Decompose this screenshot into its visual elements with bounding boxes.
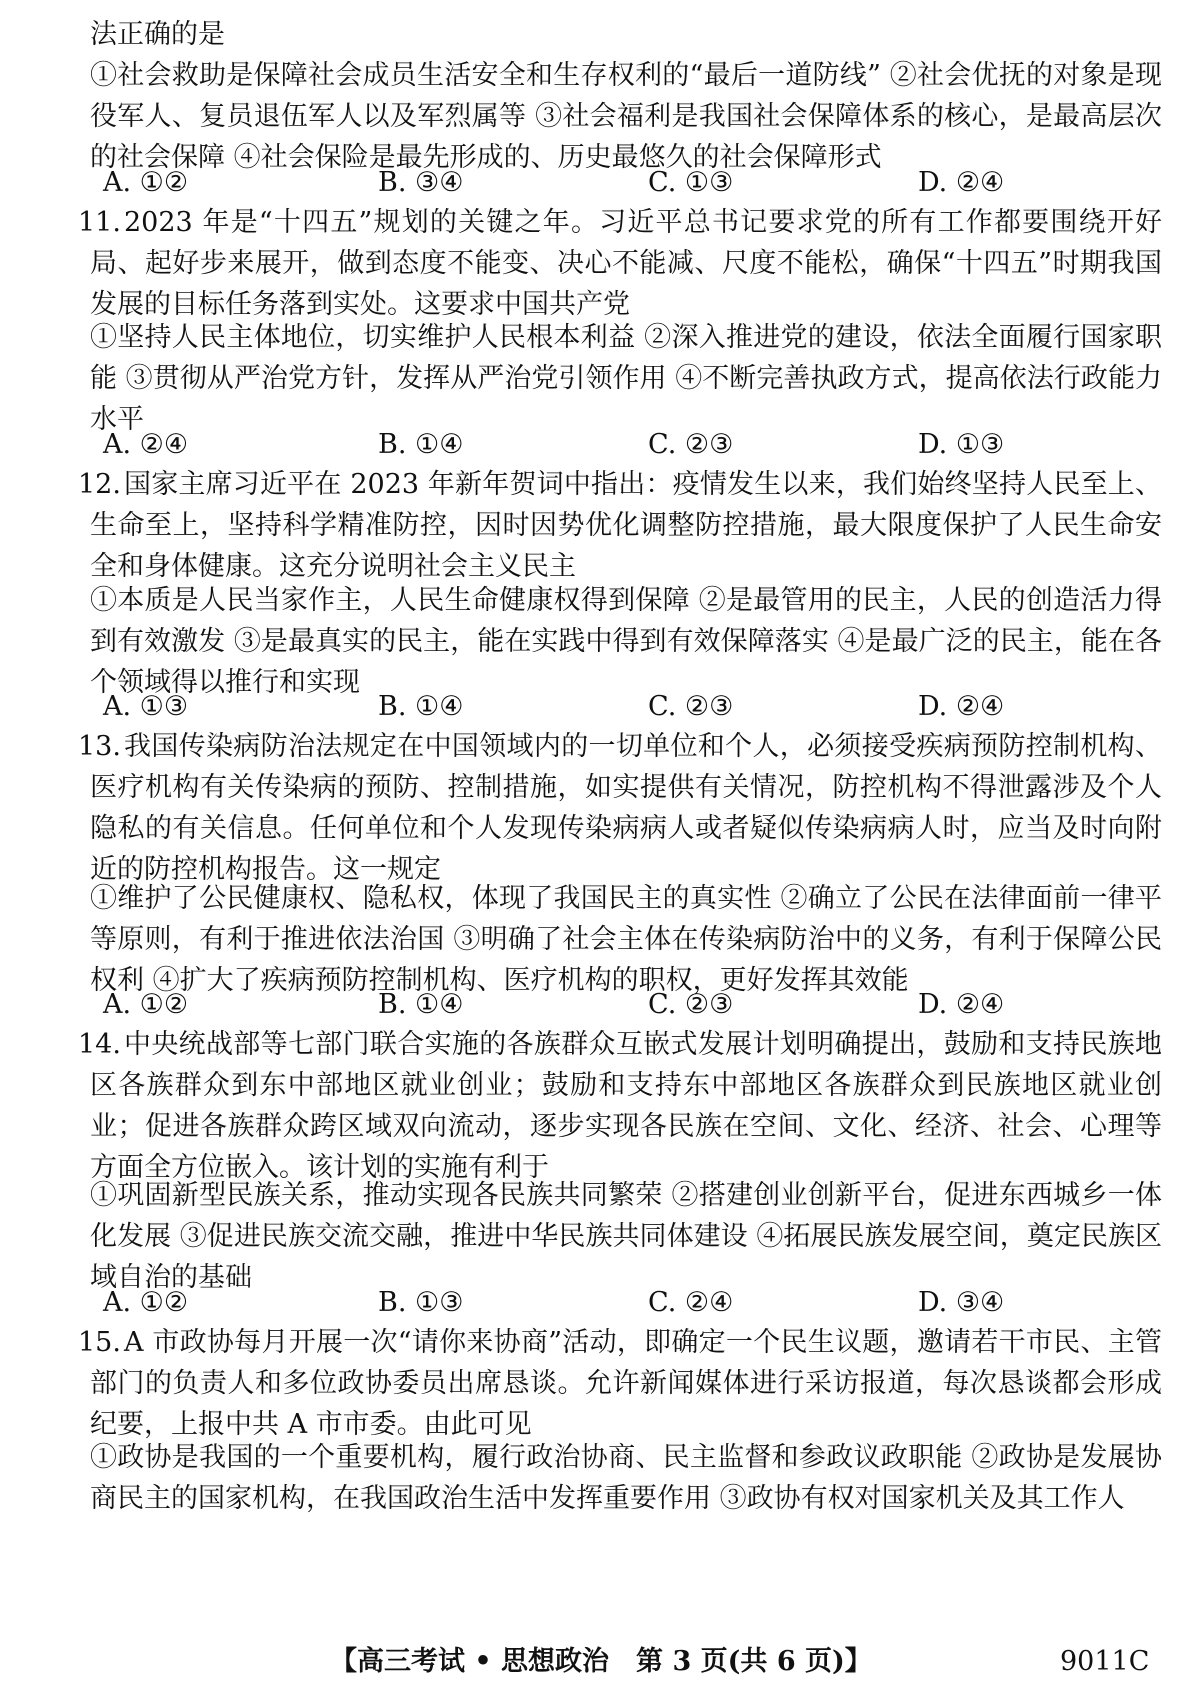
question-stem: A 市政协每月开展一次“请你来协商”活动，即确定一个民生议题，邀请若干市民、主管部门的负责人和多位政协委员出席恳谈。允许新闻媒体进行采访报道，每次恳谈都会形成纪要，上报中共 A 市市委。由此可见 bbox=[90, 1327, 1162, 1440]
question-options: ①本质是人民当家作主，人民生命健康权得到保障 ②是最管用的民主，人民的创造活力得到有效激发 ③是最真实的民主，能在实践中得到有效保障落实 ④是最广泛的民主，能在各个领域得以推行和实现 bbox=[90, 585, 1162, 698]
choice-d[interactable]: D. ①③ bbox=[918, 429, 1005, 460]
question-options: ①维护了公民健康权、隐私权，体现了我国民主的真实性 ②确立了公民在法律面前一律平等原则，有利于推进依法治国 ③明确了社会主体在传染病防治中的义务，有利于保障公民权利 ④扩大了疾病预防控制机构、医疗机构的职权，更好发挥其效能 bbox=[90, 883, 1162, 996]
choice-b[interactable]: B. ①④ bbox=[378, 989, 464, 1020]
choice-c[interactable]: C. ①③ bbox=[648, 167, 734, 198]
question-choices bbox=[103, 984, 1163, 1025]
choice-d[interactable]: D. ③④ bbox=[918, 1287, 1005, 1318]
question-number: 11. bbox=[78, 207, 121, 238]
choice-d[interactable]: D. ②④ bbox=[918, 167, 1005, 198]
question-number: 15. bbox=[78, 1327, 121, 1358]
choice-c[interactable]: C. ②③ bbox=[648, 429, 734, 460]
question-options: ①坚持人民主体地位，切实维护人民根本利益 ②深入推进党的建设，依法全面履行国家职能 ③贯彻从严治党方针，发挥从严治党引领作用 ④不断完善执政方式，提高依法行政能力水平 bbox=[90, 322, 1162, 435]
choice-b[interactable]: B. ③④ bbox=[378, 167, 464, 198]
question-stem: 中央统战部等七部门联合实施的各族群众互嵌式发展计划明确提出，鼓励和支持民族地区各族群众到东中部地区就业创业；鼓励和支持东中部地区各族群众到民族地区就业创业；促进各族群众跨区域双向流动，逐步实现各民族在空间、文化、经济、社会、心理等方面全方位嵌入。该计划的实施有利于 bbox=[90, 1029, 1162, 1183]
question-choices bbox=[103, 1282, 1163, 1323]
question-number: 12. bbox=[78, 469, 121, 500]
choice-a[interactable]: A. ①③ bbox=[103, 691, 189, 722]
question-stem: 国家主席习近平在 2023 年新年贺词中指出：疫情发生以来，我们始终坚持人民至上、生命至上，坚持科学精准防控，因时因势优化调整防控措施，最大限度保护了人民生命安全和身体健康。这充分说明社会主义民主 bbox=[90, 469, 1162, 582]
choice-c[interactable]: C. ②③ bbox=[648, 691, 734, 722]
question-choices bbox=[103, 686, 1163, 727]
choice-a[interactable]: A. ①② bbox=[103, 989, 189, 1020]
question-options: ①政协是我国的一个重要机构，履行政治协商、民主监督和参政议政职能 ②政协是发展协商民主的国家机构，在我国政治生活中发挥重要作用 ③政协有权对国家机关及其工作人 bbox=[90, 1442, 1162, 1514]
choice-a[interactable]: A. ①② bbox=[103, 1287, 189, 1318]
question-number: 14. bbox=[78, 1029, 121, 1060]
question-stem: 我国传染病防治法规定在中国领域内的一切单位和个人，必须接受疾病预防控制机构、医疗机构有关传染病的预防、控制措施，如实提供有关情况，防控机构不得泄露涉及个人隐私的有关信息。任何单位和个人发现传染病病人或者疑似传染病病人时，应当及时向附近的防控机构报告。这一规定 bbox=[90, 731, 1162, 885]
choice-d[interactable]: D. ②④ bbox=[918, 989, 1005, 1020]
question-stem: 2023 年是“十四五”规划的关键之年。习近平总书记要求党的所有工作都要围绕开好局、起好步来展开，做到态度不能变、决心不能减、尺度不能松，确保“十四五”时期我国发展的目标任务落到实处。这要求中国共产党 bbox=[90, 207, 1162, 320]
choice-a[interactable]: A. ①② bbox=[103, 167, 189, 198]
question-10-stem-tail: 法正确的是 bbox=[90, 19, 225, 50]
choice-c[interactable]: C. ②③ bbox=[648, 989, 734, 1020]
question-options: ①巩固新型民族关系，推动实现各民族共同繁荣 ②搭建创业创新平台，促进东西城乡一体化发展 ③促进民族交流交融，推进中华民族共同体建设 ④拓展民族发展空间，奠定民族区域自治的基础 bbox=[90, 1180, 1162, 1293]
footer-title: 【高三考试 • 思想政治 第 3 页(共 6 页)】 bbox=[330, 1646, 872, 1677]
choice-b[interactable]: B. ①③ bbox=[378, 1287, 464, 1318]
question-choices bbox=[103, 424, 1163, 465]
choice-b[interactable]: B. ①④ bbox=[378, 429, 464, 460]
choice-b[interactable]: B. ①④ bbox=[378, 691, 464, 722]
question-number: 13. bbox=[78, 731, 121, 762]
question-10-choices bbox=[103, 162, 1163, 203]
choice-c[interactable]: C. ②④ bbox=[648, 1287, 734, 1318]
choice-d[interactable]: D. ②④ bbox=[918, 691, 1005, 722]
choice-a[interactable]: A. ②④ bbox=[103, 429, 189, 460]
footer-code: 9011C bbox=[1060, 1646, 1150, 1677]
question-10-options: ①社会救助是保障社会成员生活安全和生存权利的“最后一道防线” ②社会优抚的对象是现役军人、复员退伍军人以及军烈属等 ③社会福利是我国社会保障体系的核心，是最高层次的社会保障 ④社会保险是最先形成的、历史最悠久的社会保障形式 bbox=[90, 60, 1162, 173]
page-footer bbox=[0, 1642, 1200, 1682]
